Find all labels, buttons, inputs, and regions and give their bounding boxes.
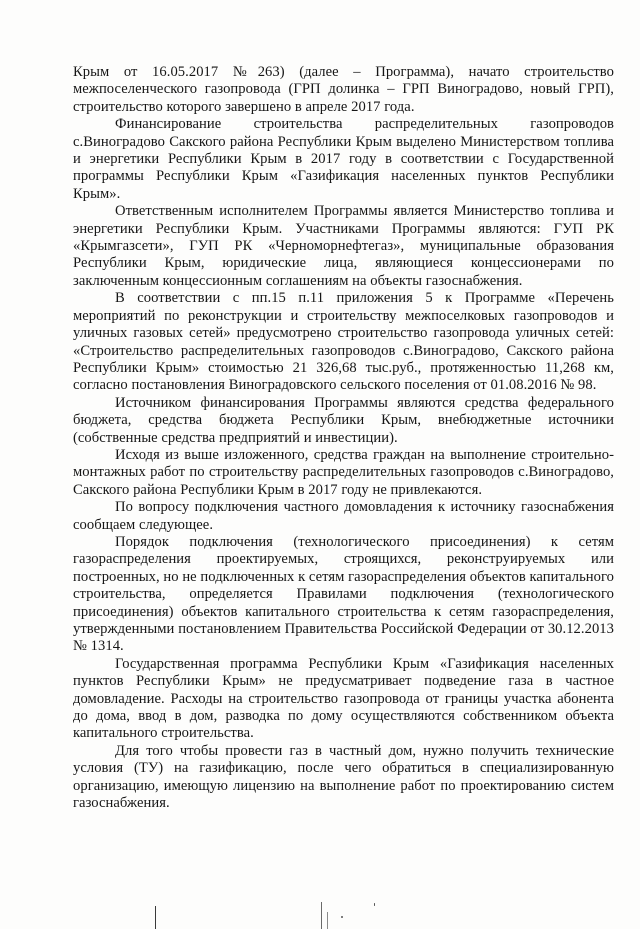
paragraph-program-intro: Крым от 16.05.2017 №263) (далее – Программа), начато строительство межпоселенческого газопровода (ГРП долинка – ГРП Виноградово, новый ГРП), строительство которого завершено в апреле 2017 года.: [73, 64, 614, 115]
paragraph-connection-question: По вопросу подключения частного домовладения к источнику газоснабжения сообщаем следующее.: [73, 499, 614, 533]
paragraph-state-program-scope: Государственная программа Республики Крым «Газификация населенных пунктов Республики Крым» не предусматривает подведение газа в частное домовладение. Расходы на строительство газопровода от границы участка абонента до дома, ввод в дом, разводка по дому осуществляются собственником объекта капитального строительства.: [73, 655, 614, 742]
letter-body: [73, 64, 614, 812]
scan-artifact-line-middle-2: [327, 912, 328, 929]
paragraph-financing: Финансирование строительства распределительных газопроводов с.Виноградово Сакского района Республики Крым выделено Министерством топлива и энергетики Республики Крым в 2017 году в соответствии с Государственной программы Республики Крым «Газификация населенных пунктов Республики Крым».: [73, 116, 614, 202]
paragraph-connection-procedure: Порядок подключения (технологического присоединения) к сетям газораспределения проектируемых, строящихся, реконструируемых или построенных, но не подключенных к сетям газораспределения объектов капитального строительства, определяется Правилами подключения (технологического присоединения) объектов капитального строительства к сетям газораспределения, утвержденными постановлением Правительства Российской Федерации от 30.12.2013 № 1314.: [73, 533, 615, 655]
paragraph-funding-sources: Источником финансирования Программы являются средства федерального бюджета, средства бюджета Республики Крым, внебюджетные источники (собственные средства предприятий и инвестиции).: [73, 394, 614, 446]
scan-artifact-line-left: [155, 906, 156, 929]
paragraph-responsible-executor: Ответственным исполнителем Программы является Министерство топлива и энергетики Республики Крым. Участниками Программы являются: ГУП РК «Крымгазсети», ГУП РК «Черноморнефтегаз», муниципальные образования Республики Крым, юридические лица, являющиеся концессионерами по заключенным концессионным соглашениям на объекты газоснабжения.: [73, 203, 614, 289]
scan-speck: [374, 903, 375, 906]
scan-speck: [341, 916, 343, 918]
paragraph-technical-conditions: Для того чтобы провести газ в частный дом, нужно получить технические условия (ТУ) на газификацию, после чего обратиться в специализированную организацию, имеющую лицензию на выполнение работ по проектированию систем газоснабжения.: [73, 742, 614, 812]
scan-artifact-line-middle: [321, 902, 322, 929]
paragraph-appendix-reference: В соответствии с пп.15 п.11 приложения 5 к Программе «Перечень мероприятий по реконструкции и строительству межпоселковых газопроводов и уличных газовых сетей» предусмотрено строительство газопровода уличных сетей: «Строительство распределительных газопроводов с.Виноградово, Сакского района Республики Крым» стоимостью 21 326,68 тыс.руб., протяженностью 11,268 км, согласно постановления Виноградовского сельского поселения от 01.08.2016 № 98.: [73, 290, 614, 394]
paragraph-citizen-funds: Исходя из выше изложенного, средства граждан на выполнение строительно-монтажных работ по строительству распределительных газопроводов с.Виноградово, Сакского района Республики Крым в 2017 году не привлекаются.: [73, 446, 614, 498]
